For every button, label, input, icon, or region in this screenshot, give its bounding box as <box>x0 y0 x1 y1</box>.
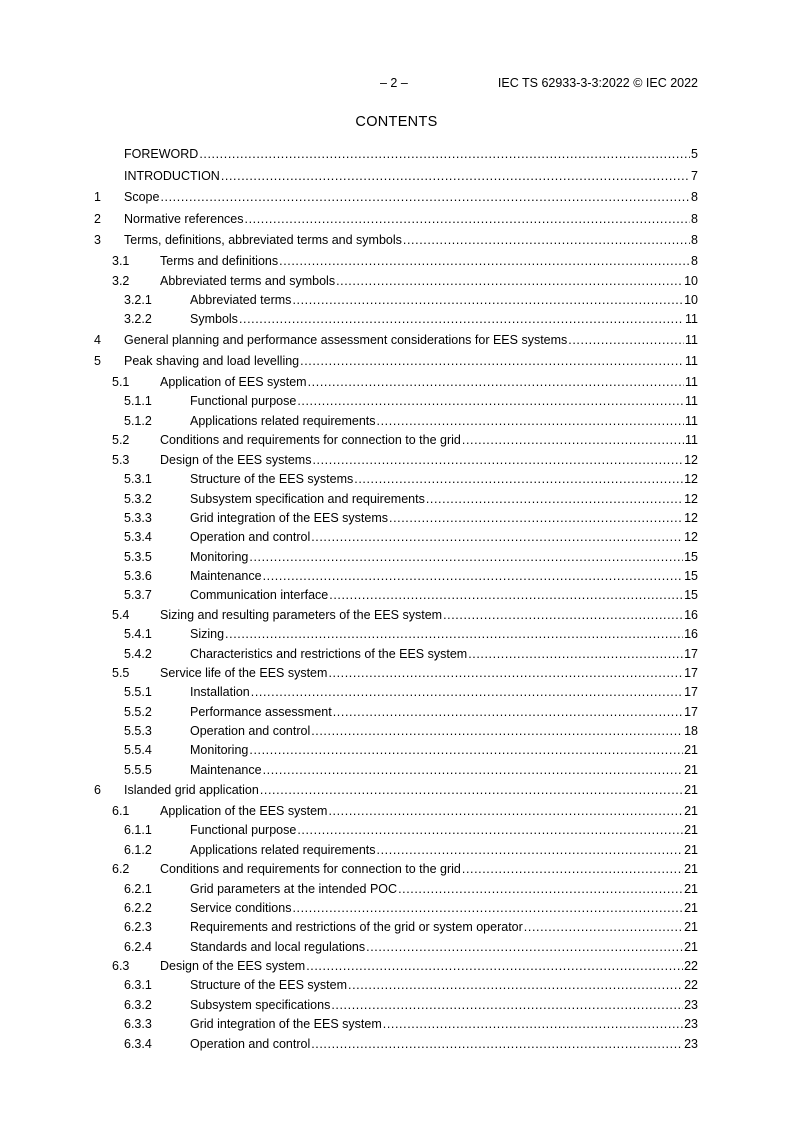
toc-entry-label: Applications related requirements <box>190 413 376 428</box>
toc-entry-label: Application of the EES system <box>160 803 328 818</box>
toc-entry-number: 6.2.4 <box>124 939 152 954</box>
toc-entry-label: Grid integration of the EES systems <box>190 510 389 525</box>
toc-entry-page-number: 23 <box>684 1017 698 1032</box>
toc-dot-leader <box>263 567 684 586</box>
toc-dot-leader <box>308 373 684 393</box>
toc-entry-page-number: 8 <box>691 233 698 248</box>
toc-entry[interactable] <box>94 761 698 780</box>
toc-entry-number: 6.2.3 <box>124 920 152 935</box>
toc-entry[interactable] <box>94 548 698 567</box>
toc-entry-label: Abbreviated terms and symbols <box>160 273 336 288</box>
toc-dot-leader <box>292 291 683 310</box>
toc-dot-leader <box>468 645 683 664</box>
toc-entry-number: 3.2.2 <box>124 312 152 327</box>
toc-entry-number: 5.3.3 <box>124 510 152 525</box>
toc-dot-leader <box>443 606 683 626</box>
toc-entry[interactable] <box>94 272 698 292</box>
toc-entry-label: Characteristics and restrictions of the EES system <box>190 646 468 661</box>
toc-entry-page-number: 16 <box>684 627 698 642</box>
toc-entry[interactable] <box>94 470 698 489</box>
document-identifier: IEC TS 62933-3-3:2022 © IEC 2022 <box>497 76 698 90</box>
toc-entry-number: 5.5.4 <box>124 743 152 758</box>
toc-entry[interactable] <box>94 821 698 840</box>
toc-dot-leader <box>306 957 683 977</box>
toc-entry[interactable] <box>94 291 698 310</box>
toc-dot-leader <box>403 230 690 252</box>
toc-entry[interactable] <box>94 567 698 586</box>
toc-entry-label: Symbols <box>190 312 238 327</box>
toc-entry-page-number: 21 <box>684 842 698 857</box>
toc-entry-number: 3.1 <box>112 253 130 268</box>
toc-entry-number: 6.1 <box>112 803 130 818</box>
toc-entry-page-number: 11 <box>685 413 698 428</box>
toc-entry-page-number: 21 <box>684 743 698 758</box>
toc-entry[interactable] <box>94 1015 698 1034</box>
toc-entry-label: Subsystem specifications <box>190 997 331 1012</box>
toc-entry[interactable] <box>94 330 698 352</box>
toc-entry-number: 5.1.1 <box>124 394 152 409</box>
toc-dot-leader <box>398 880 683 899</box>
page-title: CONTENTS <box>355 114 438 130</box>
toc-entry[interactable] <box>94 996 698 1015</box>
toc-entry-number: 5 <box>94 354 101 369</box>
toc-entry-number: 5.3.2 <box>124 491 152 506</box>
toc-entry-label: Standards and local regulations <box>190 939 366 954</box>
toc-entry-label: INTRODUCTION <box>124 168 220 183</box>
toc-entry[interactable] <box>94 703 698 722</box>
toc-entry-label: Terms and definitions <box>160 253 279 268</box>
toc-dot-leader <box>311 528 683 547</box>
toc-dot-leader <box>263 761 684 780</box>
toc-entry-number: 5.5.2 <box>124 704 152 719</box>
toc-entry-number: 1 <box>94 190 101 205</box>
toc-entry-number: 6.3 <box>112 958 130 973</box>
toc-entry-page-number: 21 <box>684 900 698 915</box>
toc-entry-label: Terms, definitions, abbreviated terms and symbols <box>124 233 402 248</box>
toc-entry-page-number: 11 <box>685 374 698 389</box>
toc-entry-page-number: 15 <box>684 549 698 564</box>
toc-dot-leader <box>292 899 683 918</box>
toc-dot-leader <box>328 802 683 822</box>
toc-entry[interactable] <box>94 645 698 664</box>
toc-entry-number: 5.1.2 <box>124 413 152 428</box>
toc-dot-leader <box>279 252 690 272</box>
toc-dot-leader <box>300 351 684 373</box>
toc-entry[interactable] <box>94 741 698 760</box>
toc-dot-leader <box>383 1015 683 1034</box>
toc-entry-page-number: 12 <box>684 510 698 525</box>
toc-entry-label: Maintenance <box>190 762 262 777</box>
toc-dot-leader <box>251 683 683 702</box>
toc-dot-leader <box>225 625 683 644</box>
toc-entry-page-number: 12 <box>684 491 698 506</box>
toc-entry-page-number: 22 <box>684 958 698 973</box>
toc-dot-leader <box>377 841 684 860</box>
toc-entry-label: Requirements and restrictions of the grid or system operator <box>190 920 523 935</box>
toc-entry-page-number: 10 <box>684 293 698 308</box>
toc-entry-label: Grid integration of the EES system <box>190 1017 382 1032</box>
toc-entry-page-number: 5 <box>691 147 698 161</box>
toc-entry-label: Operation and control <box>190 724 311 739</box>
toc-entry-page-number: 7 <box>691 168 698 183</box>
toc-entry-page-number: 8 <box>691 211 698 226</box>
toc-entry[interactable] <box>94 957 698 977</box>
toc-entry-number: 5.4.1 <box>124 627 152 642</box>
toc-entry-label: Monitoring <box>190 743 249 758</box>
toc-entry-page-number: 17 <box>684 646 698 661</box>
toc-entry-number: 5.1 <box>112 374 130 389</box>
toc-entry-label: Structure of the EES system <box>190 978 348 993</box>
toc-entry-number: 5.4.2 <box>124 646 152 661</box>
toc-entry-number: 6.3.2 <box>124 997 152 1012</box>
toc-dot-leader <box>160 187 690 209</box>
toc-entry[interactable] <box>94 880 698 899</box>
toc-entry[interactable] <box>94 976 698 995</box>
toc-entry-label: Design of the EES systems <box>160 452 312 467</box>
toc-entry[interactable] <box>94 310 698 329</box>
toc-entry[interactable] <box>94 841 698 860</box>
toc-entry[interactable] <box>94 392 698 411</box>
toc-entry-label: Service conditions <box>190 900 292 915</box>
toc-entry[interactable] <box>94 451 698 471</box>
toc-entry-number: 5.3.7 <box>124 588 152 603</box>
toc-entry-page-number: 8 <box>691 190 698 205</box>
toc-entry-number: 5.3.6 <box>124 568 152 583</box>
toc-entry-number: 5.5 <box>112 665 130 680</box>
toc-entry-number: 6.3.3 <box>124 1017 152 1032</box>
toc-entry-page-number: 23 <box>684 1036 698 1051</box>
toc-entry-page-number: 8 <box>691 253 698 268</box>
toc-entry-label: Service life of the EES system <box>160 665 328 680</box>
toc-entry[interactable] <box>94 860 698 880</box>
toc-entry[interactable] <box>94 586 698 605</box>
toc-entry-number: 6.1.1 <box>124 823 152 838</box>
toc-entry-label: Subsystem specification and requirements <box>190 491 425 506</box>
toc-entry[interactable] <box>94 166 698 188</box>
toc-entry-label: Functional purpose <box>190 823 297 838</box>
toc-entry-page-number: 21 <box>684 823 698 838</box>
toc-dot-leader <box>239 310 684 329</box>
toc-entry-page-number: 21 <box>684 862 698 876</box>
toc-dot-leader <box>524 918 683 937</box>
toc-entry[interactable] <box>94 144 698 166</box>
toc-entry-page-number: 21 <box>684 881 698 896</box>
toc-entry-number: 6.2.2 <box>124 900 152 915</box>
toc-entry-number: 2 <box>94 211 101 226</box>
toc-entry[interactable] <box>94 625 698 644</box>
table-of-contents <box>94 144 698 1054</box>
toc-entry-page-number: 16 <box>684 607 698 622</box>
toc-dot-leader <box>331 996 683 1015</box>
toc-entry-page-number: 11 <box>685 354 698 369</box>
toc-entry-number: 6.2.1 <box>124 881 152 896</box>
toc-dot-leader <box>348 976 683 995</box>
toc-entry[interactable] <box>94 230 698 252</box>
toc-entry-number: 6.3.4 <box>124 1036 152 1051</box>
toc-entry-page-number: 11 <box>685 332 698 347</box>
toc-entry[interactable] <box>94 802 698 822</box>
toc-entry-label: Islanded grid application <box>124 783 259 798</box>
toc-dot-leader <box>354 470 683 489</box>
toc-entry[interactable] <box>94 509 698 528</box>
toc-entry-page-number: 17 <box>684 685 698 700</box>
toc-entry[interactable] <box>94 431 698 451</box>
page-header <box>0 76 793 94</box>
toc-entry-number: 5.4 <box>112 607 130 622</box>
toc-entry-label: FOREWORD <box>124 147 199 161</box>
toc-dot-leader <box>568 330 684 352</box>
toc-entry[interactable] <box>94 412 698 431</box>
toc-dot-leader <box>297 392 684 411</box>
toc-dot-leader <box>329 586 683 605</box>
toc-entry-number: 6 <box>94 783 101 798</box>
toc-entry-page-number: 11 <box>685 433 698 448</box>
toc-entry-label: Scope <box>124 190 160 205</box>
toc-entry-number: 5.5.1 <box>124 685 152 700</box>
toc-entry-number: 3.2.1 <box>124 293 152 308</box>
toc-entry-page-number: 18 <box>684 724 698 739</box>
toc-entry-page-number: 17 <box>684 704 698 719</box>
toc-dot-leader <box>333 703 683 722</box>
toc-entry-label: Maintenance <box>190 568 262 583</box>
toc-dot-leader <box>245 209 691 231</box>
toc-entry-label: Grid parameters at the intended POC <box>190 881 398 896</box>
toc-dot-leader <box>249 548 683 567</box>
toc-entry[interactable] <box>94 780 698 802</box>
toc-entry[interactable] <box>94 938 698 957</box>
toc-entry[interactable] <box>94 490 698 509</box>
toc-entry-label: Design of the EES system <box>160 958 306 973</box>
toc-entry-page-number: 21 <box>684 762 698 777</box>
toc-entry-number: 3 <box>94 233 101 248</box>
toc-entry-label: Functional purpose <box>190 394 297 409</box>
toc-entry-number: 5.5.3 <box>124 724 152 739</box>
toc-entry-label: Installation <box>190 685 250 700</box>
toc-entry-number: 5.2 <box>112 433 130 448</box>
toc-entry-label: Abbreviated terms <box>190 293 292 308</box>
toc-dot-leader <box>426 490 683 509</box>
toc-entry-number: 5.3.4 <box>124 530 152 545</box>
toc-entry[interactable] <box>94 899 698 918</box>
toc-entry[interactable] <box>94 187 698 209</box>
toc-entry[interactable] <box>94 1035 698 1054</box>
toc-entry[interactable] <box>94 664 698 684</box>
toc-entry-label: Normative references <box>124 211 244 226</box>
toc-entry-label: Sizing <box>190 627 225 642</box>
toc-entry-number: 5.5.5 <box>124 762 152 777</box>
toc-entry-label: Communication interface <box>190 588 329 603</box>
toc-dot-leader <box>462 431 684 451</box>
toc-entry-page-number: 10 <box>684 273 698 288</box>
toc-entry-page-number: 12 <box>684 530 698 545</box>
toc-entry-page-number: 15 <box>684 568 698 583</box>
toc-dot-leader <box>221 166 690 188</box>
toc-dot-leader <box>311 722 683 741</box>
toc-entry[interactable] <box>94 606 698 626</box>
toc-entry-number: 5.3.5 <box>124 549 152 564</box>
toc-entry-label: Performance assessment <box>190 704 332 719</box>
toc-entry-label: Operation and control <box>190 1036 311 1051</box>
toc-entry[interactable] <box>94 209 698 231</box>
toc-entry[interactable] <box>94 683 698 702</box>
toc-entry-label: Conditions and requirements for connection to the grid <box>160 862 461 876</box>
toc-dot-leader <box>249 741 683 760</box>
toc-entry-number: 6.3.1 <box>124 978 152 993</box>
toc-entry[interactable] <box>94 918 698 937</box>
toc-entry-number: 5.3.1 <box>124 472 152 487</box>
toc-entry-page-number: 11 <box>685 394 698 409</box>
toc-entry-label: Monitoring <box>190 549 249 564</box>
toc-entry-page-number: 15 <box>684 588 698 603</box>
toc-entry-label: Structure of the EES systems <box>190 472 354 487</box>
toc-dot-leader <box>389 509 683 528</box>
toc-entry-label: Peak shaving and load levelling <box>124 354 300 369</box>
toc-dot-leader <box>336 272 683 292</box>
toc-entry-page-number: 22 <box>684 978 698 993</box>
toc-entry-page-number: 17 <box>684 665 698 680</box>
toc-dot-leader <box>312 451 683 471</box>
toc-entry-page-number: 11 <box>685 312 698 327</box>
toc-entry-label: Sizing and resulting parameters of the EES system <box>160 607 443 622</box>
toc-entry[interactable] <box>94 252 698 272</box>
toc-entry-number: 4 <box>94 332 101 347</box>
toc-dot-leader <box>260 780 683 802</box>
toc-entry-page-number: 21 <box>684 783 698 798</box>
toc-dot-leader <box>462 860 683 880</box>
toc-entry-number: 3.2 <box>112 273 130 288</box>
toc-entry-label: Application of EES system <box>160 374 307 389</box>
toc-entry-page-number: 12 <box>684 472 698 487</box>
toc-entry-label: Operation and control <box>190 530 311 545</box>
toc-entry-label: Conditions and requirements for connection to the grid <box>160 433 461 448</box>
toc-entry-number: 6.1.2 <box>124 842 152 857</box>
toc-entry-number: 6.2 <box>112 862 130 876</box>
toc-entry-number: 5.3 <box>112 452 130 467</box>
toc-dot-leader <box>199 144 690 166</box>
toc-entry[interactable] <box>94 722 698 741</box>
toc-entry-page-number: 12 <box>684 452 698 467</box>
toc-dot-leader <box>366 938 683 957</box>
toc-entry-page-number: 23 <box>684 997 698 1012</box>
toc-entry-page-number: 21 <box>684 939 698 954</box>
toc-entry[interactable] <box>94 373 698 393</box>
toc-dot-leader <box>297 821 683 840</box>
toc-entry[interactable] <box>94 351 698 373</box>
toc-entry-page-number: 21 <box>684 920 698 935</box>
toc-entry-label: Applications related requirements <box>190 842 376 857</box>
toc-dot-leader <box>328 664 683 684</box>
toc-entry[interactable] <box>94 528 698 547</box>
toc-entry-label: General planning and performance assessment considerations for EES systems <box>124 332 568 347</box>
toc-dot-leader <box>377 412 684 431</box>
toc-entry-page-number: 21 <box>684 803 698 818</box>
toc-dot-leader <box>311 1035 683 1054</box>
page-number: – 2 – <box>380 76 408 90</box>
